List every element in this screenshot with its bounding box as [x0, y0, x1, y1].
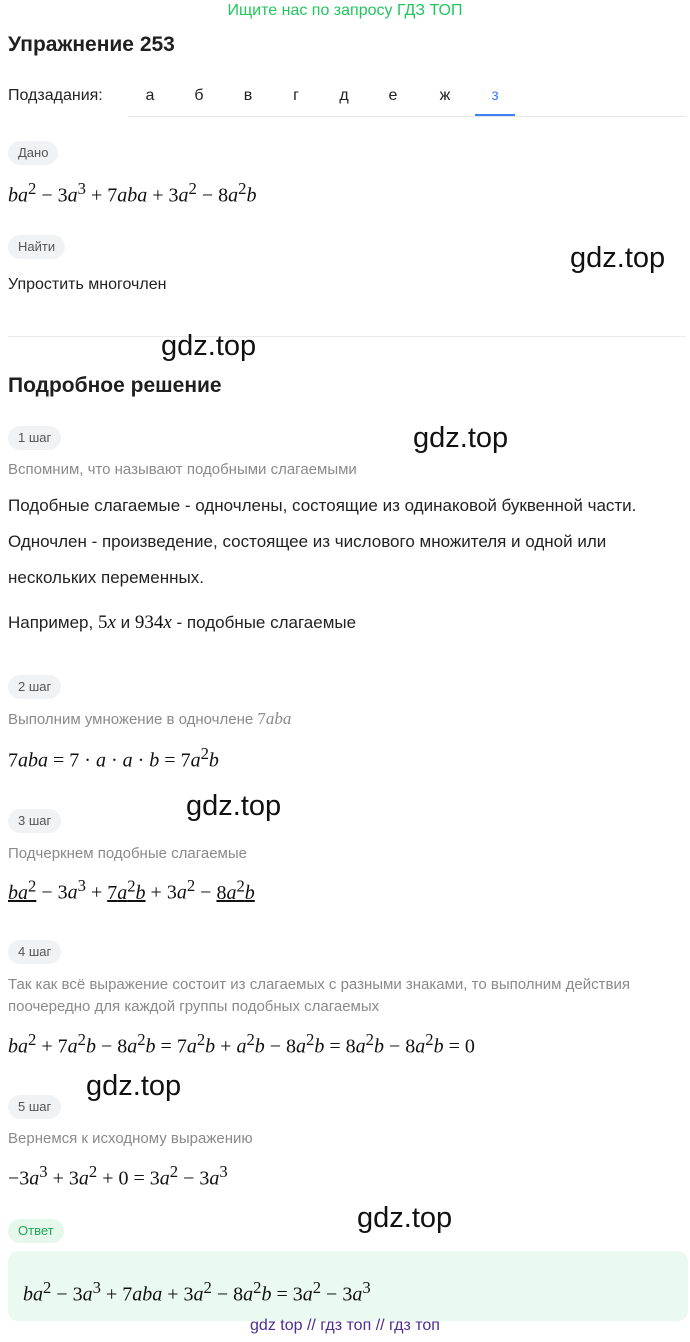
- solution-title: Подробное решение: [8, 374, 222, 397]
- example-term-2: 934x: [134, 612, 172, 633]
- step-2-hint-text: Выполним умножение в одночлене: [8, 711, 254, 728]
- given-badge: Дано: [8, 141, 58, 165]
- given-expression: $ba^2 - 3a^3 + 7aba + 3a^2 - 8a^2b$: [8, 179, 257, 207]
- step-3-hint: Подчеркнем подобные слагаемые: [8, 845, 247, 862]
- tab-v[interactable]: в: [243, 87, 253, 104]
- answer-badge: Ответ: [8, 1219, 64, 1243]
- step-4-expression: $ba^2 + 7a^2b - 8a^2b = 7a^2b + a^2b - 8a^2b = 8a^2b - 8a^2b = 0$: [8, 1030, 475, 1058]
- example-term-1: 5x: [97, 612, 116, 633]
- step-4-badge: 4 шаг: [8, 940, 61, 964]
- step-1-badge: 1 шаг: [8, 426, 61, 450]
- tab-b[interactable]: б: [194, 87, 204, 104]
- step-2-badge: 2 шаг: [8, 675, 61, 699]
- step-3-badge: 3 шаг: [8, 809, 61, 833]
- step-5-hint: Вернемся к исходному выражению: [8, 1130, 253, 1147]
- step-1-example: [8, 612, 356, 634]
- watermark: gdz.top: [413, 422, 509, 454]
- step-2-expression: $7aba = 7 \cdot a \cdot a \cdot b = 7a^2b$: [8, 744, 219, 772]
- tab-e[interactable]: е: [388, 87, 398, 104]
- page-title: Упражнение 253: [8, 33, 175, 56]
- example-prefix: Например,: [8, 613, 94, 632]
- tab-a[interactable]: а: [145, 87, 155, 104]
- tab-g[interactable]: г: [293, 87, 299, 104]
- subtasks-label: Подзадания:: [8, 87, 103, 104]
- watermark: gdz.top: [86, 1070, 182, 1102]
- search-banner: Ищите нас по запросу ГДЗ ТОП: [227, 2, 463, 19]
- step-5-expression: $-3a^3 + 3a^2 + 0 = 3a^2 - 3a^3$: [8, 1162, 228, 1190]
- answer-expression: $ba^2 - 3a^3 + 7aba + 3a^2 - 8a^2b = 3a^2 - 3a^3$: [23, 1278, 371, 1306]
- watermark: gdz.top: [186, 790, 282, 822]
- tab-d[interactable]: д: [339, 87, 349, 104]
- subtasks-tabs: [128, 76, 686, 117]
- answer-box: [8, 1251, 688, 1321]
- footer-links[interactable]: gdz top // гдз топ // гдз топ: [250, 1317, 440, 1334]
- example-suffix: - подобные слагаемые: [176, 613, 357, 632]
- step-1-hint: Вспомним, что называют подобными слагаемыми: [8, 461, 357, 478]
- find-text: Упростить многочлен: [8, 276, 167, 293]
- step-2-hint-term: 7aba: [257, 709, 292, 728]
- watermark: gdz.top: [161, 330, 257, 362]
- find-badge: Найти: [8, 235, 65, 259]
- step-4-hint: Так как всё выражение состоит из слагаемых с разными знаками, то выполним действия поочередно для каждой группы подобных слагаемых: [8, 976, 630, 1015]
- watermark: gdz.top: [570, 242, 666, 274]
- step-2-hint: [8, 708, 291, 731]
- step-3-expression: $ba^2 - 3a^3 + 7a^2b + 3a^2 - 8a^2b$: [8, 876, 255, 904]
- tab-zh[interactable]: ж: [439, 87, 451, 104]
- step-5-badge: 5 шаг: [8, 1095, 61, 1119]
- watermark: gdz.top: [357, 1202, 453, 1234]
- tab-z[interactable]: з: [475, 76, 515, 116]
- divider: [8, 336, 686, 337]
- example-and: и: [120, 613, 131, 632]
- step-1-paragraph: Подобные слагаемые - одночлены, состоящие из одинаковой буквенной части. Одночлен - произведение, состоящее из числового множителя и одной или нескольких переменных.: [8, 496, 637, 587]
